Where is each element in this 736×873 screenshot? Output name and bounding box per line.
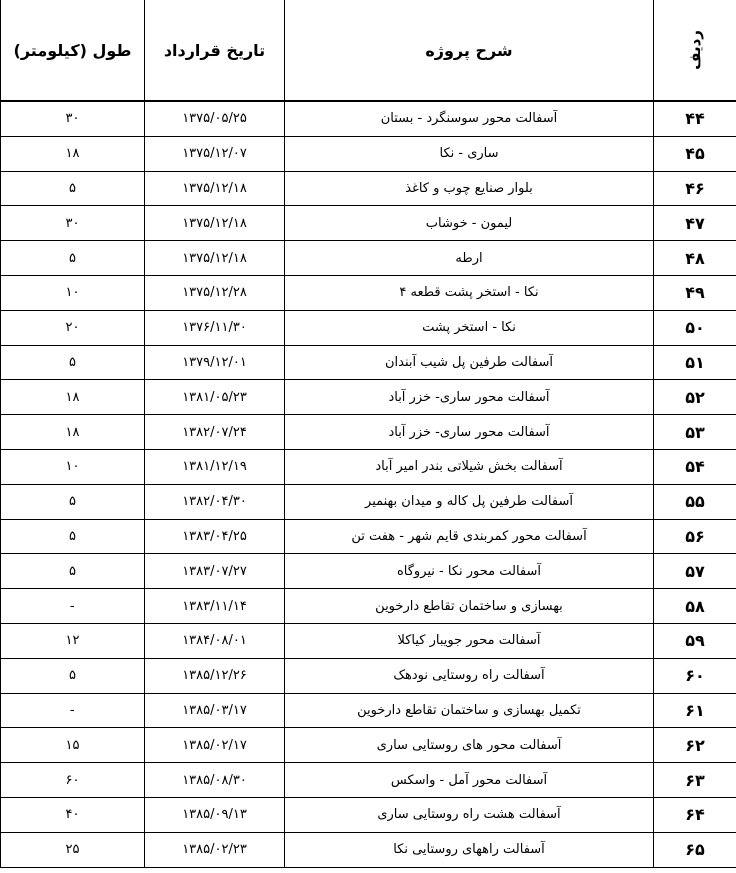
row-length: ۶۰ (1, 763, 145, 798)
row-contract-date: ۱۳۷۶/۱۱/۳۰ (145, 310, 285, 345)
row-description: آسفالت محور های روستایی ساری (285, 728, 654, 763)
row-contract-date: ۱۳۸۱/۱۲/۱۹ (145, 449, 285, 484)
row-description: آسفالت محور نکا - نیروگاه (285, 554, 654, 589)
row-contract-date: ۱۳۷۵/۱۲/۰۷ (145, 136, 285, 171)
table-row (1, 345, 736, 380)
table-row (1, 484, 736, 519)
table-row (1, 449, 736, 484)
table-body (1, 101, 736, 867)
row-description: تکمیل بهسازی و ساختمان تقاطع دارخوین (285, 693, 654, 728)
row-index: ۴۶ (654, 171, 736, 206)
table-row (1, 693, 736, 728)
row-contract-date: ۱۳۸۱/۰۵/۲۳ (145, 380, 285, 415)
row-description: آسفالت طرفین پل کاله و میدان بهنمیر (285, 484, 654, 519)
row-description: آسفالت محور سوسنگرد - بستان (285, 101, 654, 136)
header-contract-date: تاریخ قرارداد (145, 0, 285, 101)
row-description: بهسازی و ساختمان تقاطع دارخوین (285, 589, 654, 624)
row-contract-date: ۱۳۷۵/۱۲/۱۸ (145, 241, 285, 276)
row-description: بلوار صنایع چوب و کاغذ (285, 171, 654, 206)
row-contract-date: ۱۳۷۵/۱۲/۱۸ (145, 171, 285, 206)
row-length: ۲۰ (1, 310, 145, 345)
header-length: طول (کیلومتر) (1, 0, 145, 101)
row-contract-date: ۱۳۸۵/۰۲/۱۷ (145, 728, 285, 763)
row-description: ساری - نکا (285, 136, 654, 171)
row-index: ۶۴ (654, 797, 736, 832)
row-length: ۱۲ (1, 623, 145, 658)
row-description: آسفالت راههای روستایی نکا (285, 832, 654, 867)
row-index: ۵۷ (654, 554, 736, 589)
table-row (1, 415, 736, 450)
row-length: ۵ (1, 519, 145, 554)
row-length: ۱۸ (1, 415, 145, 450)
table-row (1, 380, 736, 415)
row-length: ۵ (1, 658, 145, 693)
row-description: ارطه (285, 241, 654, 276)
row-index: ۴۹ (654, 275, 736, 310)
row-length: ۱۸ (1, 136, 145, 171)
row-contract-date: ۱۳۸۵/۰۳/۱۷ (145, 693, 285, 728)
table-row (1, 623, 736, 658)
row-index: ۴۷ (654, 206, 736, 241)
table-row (1, 554, 736, 589)
row-description: آسفالت هشت راه روستایی ساری (285, 797, 654, 832)
row-index: ۵۸ (654, 589, 736, 624)
row-description: آسفالت محور جویبار کیاکلا (285, 623, 654, 658)
row-index: ۴۵ (654, 136, 736, 171)
row-contract-date: ۱۳۸۵/۰۹/۱۳ (145, 797, 285, 832)
row-index: ۶۵ (654, 832, 736, 867)
row-contract-date: ۱۳۸۳/۱۱/۱۴ (145, 589, 285, 624)
row-description: نکا - استخر پشت قطعه ۴ (285, 275, 654, 310)
row-description: آسفالت محور آمل - واسکس (285, 763, 654, 798)
row-contract-date: ۱۳۸۲/۰۴/۳۰ (145, 484, 285, 519)
row-contract-date: ۱۳۷۵/۰۵/۲۵ (145, 101, 285, 136)
row-index: ۵۴ (654, 449, 736, 484)
row-description: آسفالت راه روستایی نودهک (285, 658, 654, 693)
row-index: ۵۱ (654, 345, 736, 380)
row-contract-date: ۱۳۸۳/۰۷/۲۷ (145, 554, 285, 589)
row-length: ۱۰ (1, 449, 145, 484)
row-length: ۵ (1, 484, 145, 519)
row-index: ۵۳ (654, 415, 736, 450)
row-index: ۶۲ (654, 728, 736, 763)
table-row (1, 658, 736, 693)
row-contract-date: ۱۳۸۲/۰۷/۲۴ (145, 415, 285, 450)
header-row (1, 0, 736, 101)
table-header (1, 0, 736, 101)
table-row (1, 206, 736, 241)
table-row (1, 310, 736, 345)
table-row (1, 136, 736, 171)
row-index: ۵۹ (654, 623, 736, 658)
row-length: ۱۵ (1, 728, 145, 763)
row-contract-date: ۱۳۷۵/۱۲/۲۸ (145, 275, 285, 310)
row-index: ۵۶ (654, 519, 736, 554)
row-index: ۵۵ (654, 484, 736, 519)
row-description: آسفالت محور ساری- خزر آباد (285, 380, 654, 415)
row-description: آسفالت محور ساری- خزر آباد (285, 415, 654, 450)
row-length: ۳۰ (1, 101, 145, 136)
table-row (1, 832, 736, 867)
table-row (1, 763, 736, 798)
row-length: ۵ (1, 345, 145, 380)
table-row (1, 589, 736, 624)
row-description: آسفالت طرفین پل شیب آبندان (285, 345, 654, 380)
row-contract-date: ۱۳۸۵/۰۲/۲۳ (145, 832, 285, 867)
table-row (1, 519, 736, 554)
row-contract-date: ۱۳۸۳/۰۴/۲۵ (145, 519, 285, 554)
row-length: ۱۸ (1, 380, 145, 415)
table-row (1, 797, 736, 832)
row-length: ۵ (1, 241, 145, 276)
row-index: ۴۴ (654, 101, 736, 136)
row-contract-date: ۱۳۸۵/۰۸/۳۰ (145, 763, 285, 798)
table-row (1, 101, 736, 136)
row-index: ۵۰ (654, 310, 736, 345)
row-length: ۴۰ (1, 797, 145, 832)
row-index: ۶۰ (654, 658, 736, 693)
row-contract-date: ۱۳۷۹/۱۲/۰۱ (145, 345, 285, 380)
table-row (1, 728, 736, 763)
row-contract-date: ۱۳۸۵/۱۲/۲۶ (145, 658, 285, 693)
row-length: ۳۰ (1, 206, 145, 241)
row-length: - (1, 693, 145, 728)
header-index: ردیف (654, 0, 736, 101)
row-length: ۵ (1, 171, 145, 206)
row-index: ۵۲ (654, 380, 736, 415)
row-contract-date: ۱۳۷۵/۱۲/۱۸ (145, 206, 285, 241)
table-row (1, 275, 736, 310)
row-description: آسفالت محور کمربندی قایم شهر - هفت تن (285, 519, 654, 554)
row-index: ۶۱ (654, 693, 736, 728)
row-index: ۴۸ (654, 241, 736, 276)
header-description: شرح پروژه (285, 0, 654, 101)
row-length: ۲۵ (1, 832, 145, 867)
row-description: آسفالت بخش شیلاتی بندر امیر آباد (285, 449, 654, 484)
row-description: نکا - استخر پشت (285, 310, 654, 345)
table-row (1, 171, 736, 206)
row-length: - (1, 589, 145, 624)
row-contract-date: ۱۳۸۴/۰۸/۰۱ (145, 623, 285, 658)
row-index: ۶۳ (654, 763, 736, 798)
row-length: ۵ (1, 554, 145, 589)
table-row (1, 241, 736, 276)
row-description: لیمون - خوشاب (285, 206, 654, 241)
row-length: ۱۰ (1, 275, 145, 310)
